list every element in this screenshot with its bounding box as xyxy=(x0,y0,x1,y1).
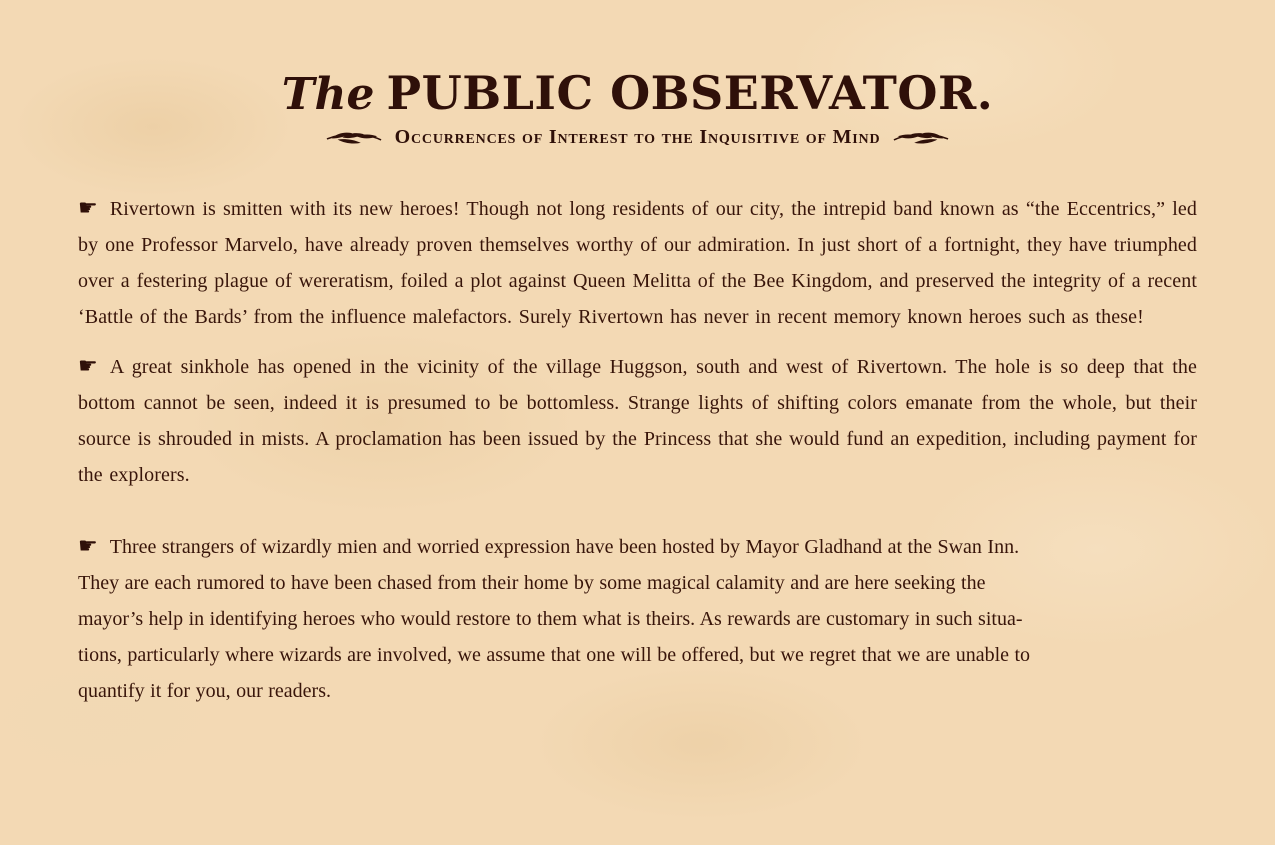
article-text: Three strangers of wizardly mien and worried expression have been hosted by Mayor Gladhand at the Swan Inn. xyxy=(109,536,1020,558)
article-rivertown-heroes xyxy=(78,191,1197,335)
leaf-flourish-right-icon xyxy=(892,130,950,146)
masthead xyxy=(78,0,1197,149)
page-title xyxy=(78,66,1197,120)
article-line: quantify it for you, our readers. xyxy=(78,680,331,702)
title-lead: The xyxy=(281,69,375,120)
title-main: PUBLIC OBSERVATOR. xyxy=(386,66,994,120)
article-huggson-sinkhole xyxy=(78,349,1197,493)
article-wizard-strangers xyxy=(78,529,1197,709)
manicule-icon: ☛ xyxy=(78,354,98,379)
articles-section xyxy=(78,191,1197,709)
manicule-icon: ☛ xyxy=(78,534,98,559)
leaf-flourish-left-icon xyxy=(325,130,383,146)
subtitle: Occurrences of Interest to the Inquisitive of Mind xyxy=(394,126,881,148)
article-text: A great sinkhole has opened in the vicinity of the village Huggson, south and west of Rivertown. The hole is so deep that the bottom cannot be seen, indeed it is presumed to be bottomless. Strange lights of shifting colors emanate from the whole, but their source is shrouded in mists. A proclamation has been issued by the Princess that she would fund an expedition, including payment for the explorers. xyxy=(78,356,1197,486)
article-text: Rivertown is smitten with its new heroes! Though not long residents of our city, the intrepid band known as “the Eccentrics,” led by one Professor Marvelo, have already proven themselves worthy of our admiration. In just short of a fortnight, they have triumphed over a festering plague of wereratism, foiled a plot against Queen Melitta of the Bee Kingdom, and preserved the integrity of a recent ‘Battle of the Bards’ from the influence malefactors. Surely Rivertown has never in recent memory known heroes such as these! xyxy=(78,198,1197,328)
article-line: tions, particularly where wizards are involved, we assume that one will be offered, but we regret that we are unable to xyxy=(78,644,1031,666)
manicule-icon: ☛ xyxy=(78,196,98,221)
article-line xyxy=(78,529,1197,565)
article-line: mayor’s help in identifying heroes who would restore to them what is theirs. As rewards are customary in such situa- xyxy=(78,608,1023,630)
subtitle-row xyxy=(78,126,1197,149)
article-line: They are each rumored to have been chased from their home by some magical calamity and are here seeking the xyxy=(78,572,986,594)
